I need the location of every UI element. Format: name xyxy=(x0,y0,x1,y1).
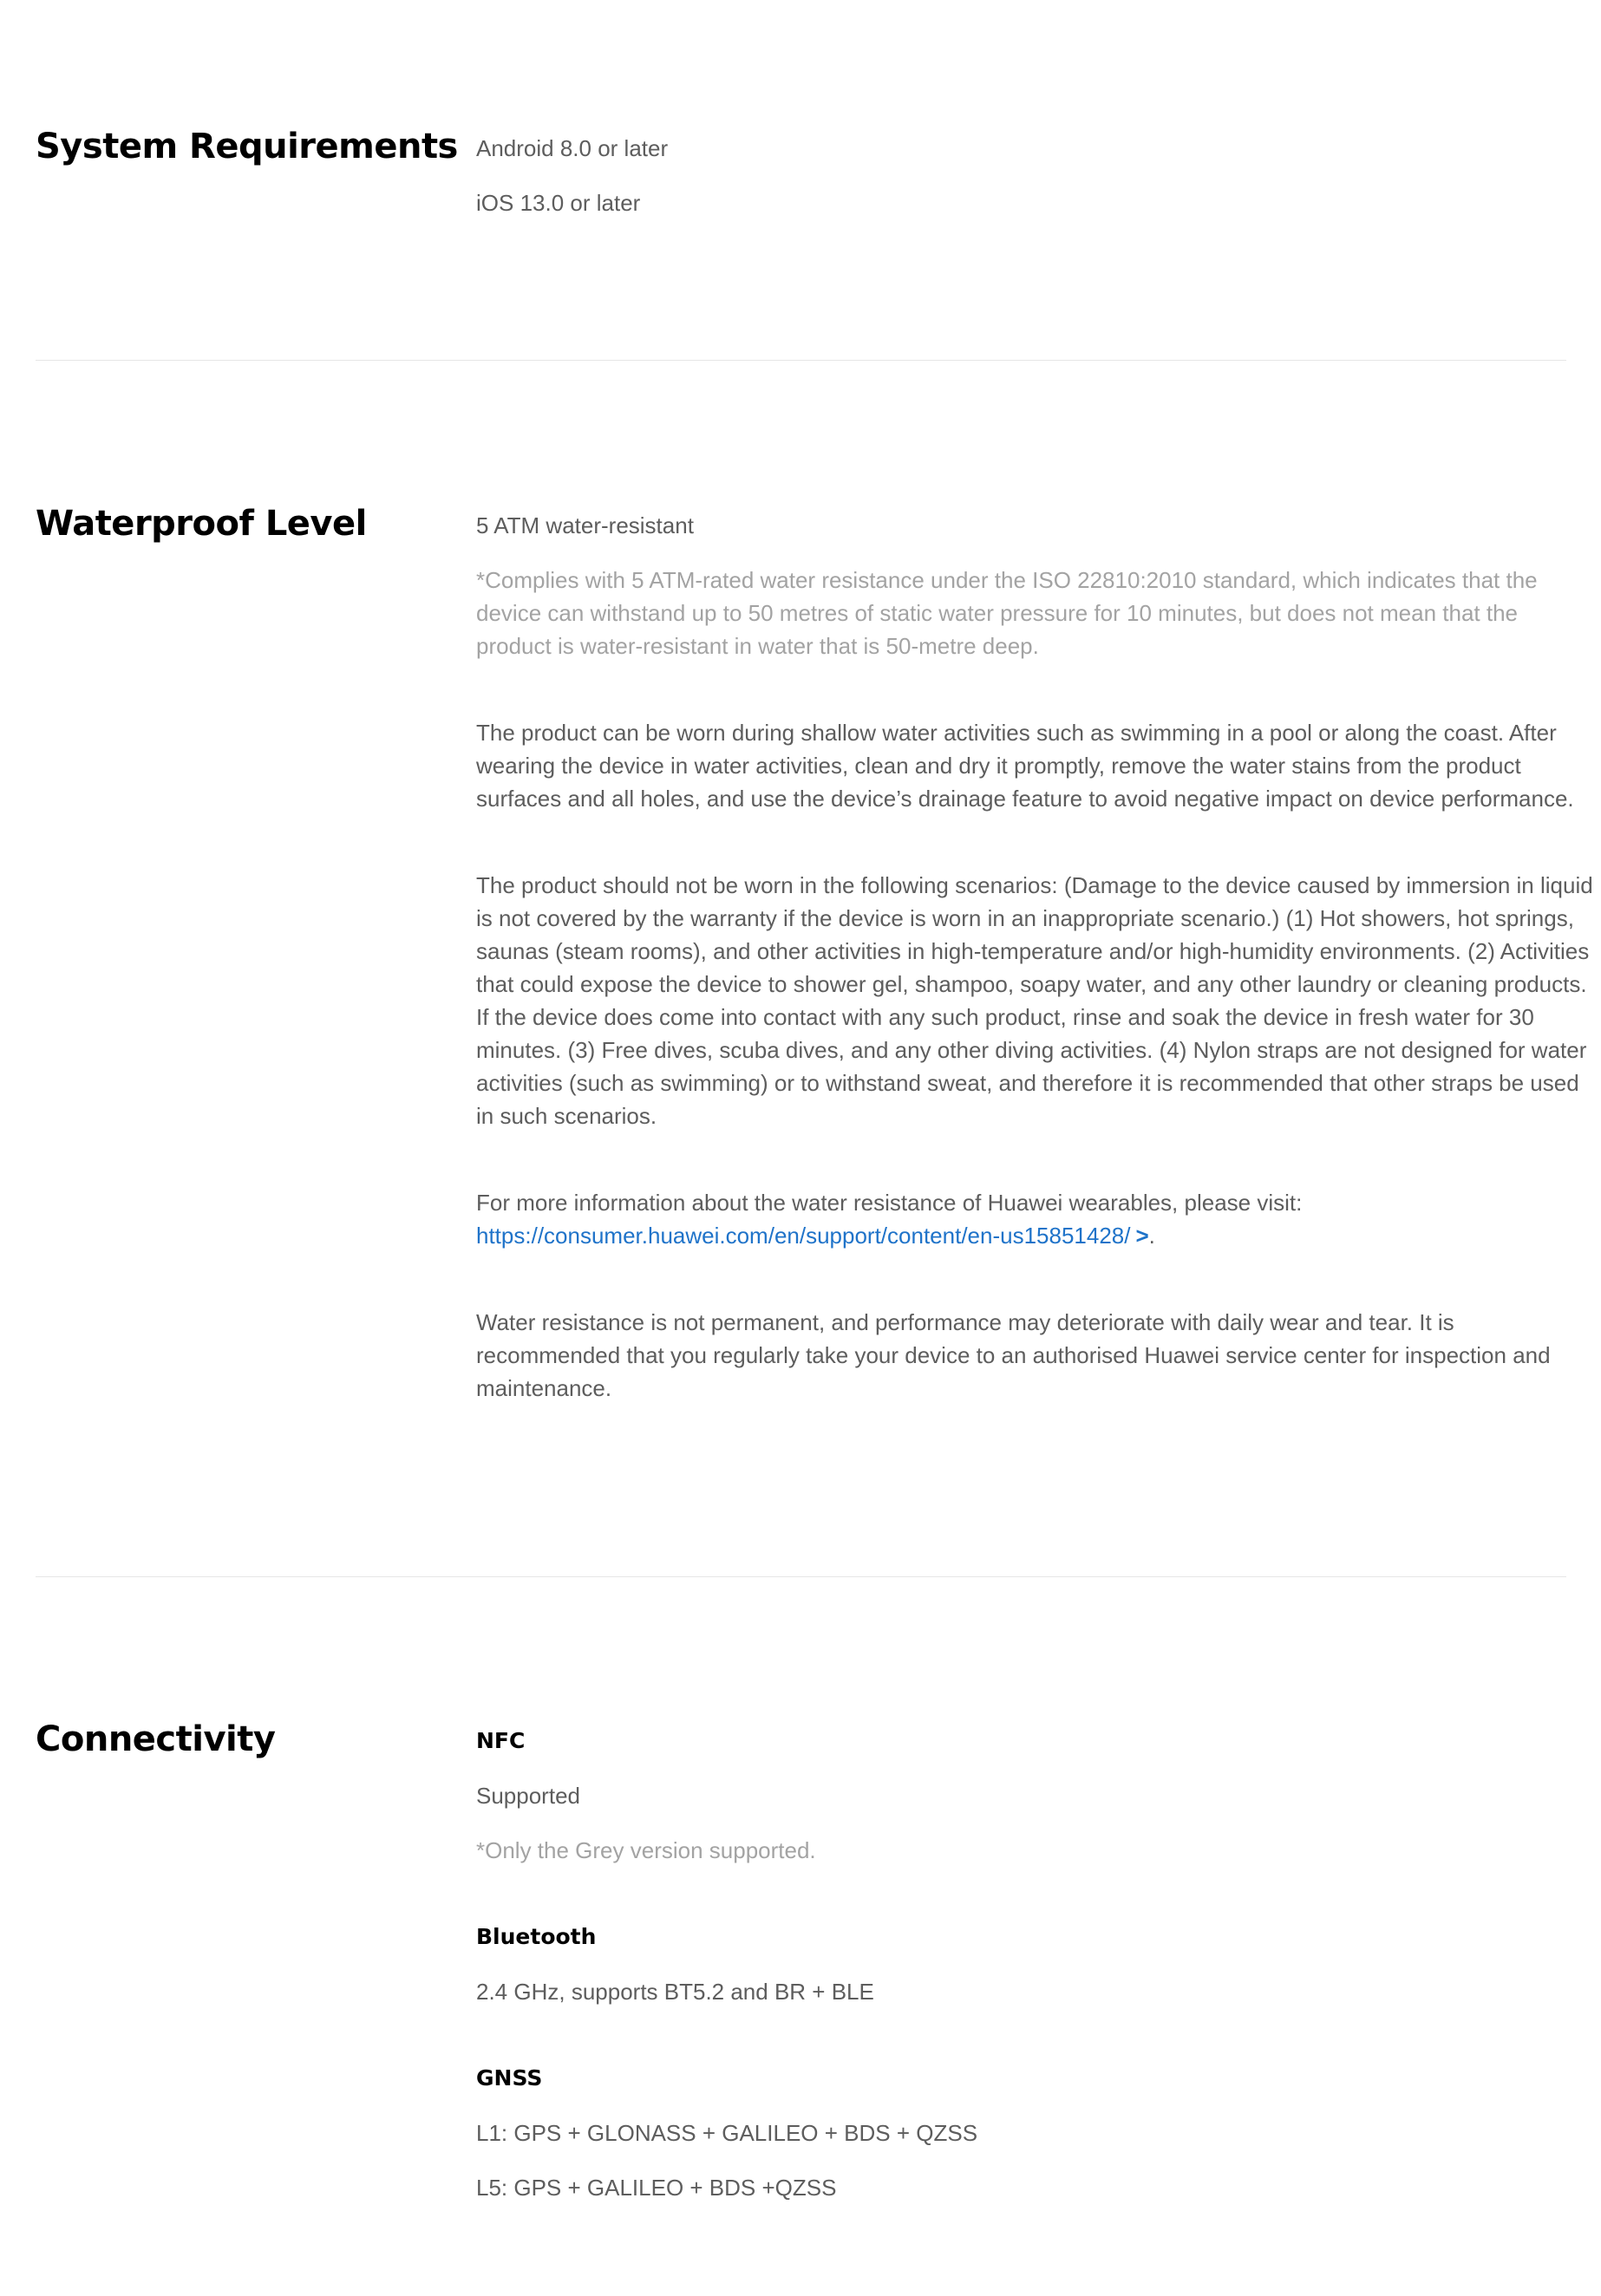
nfc-note: *Only the Grey version supported. xyxy=(476,1837,816,1863)
bluetooth-label: Bluetooth xyxy=(476,1924,597,1949)
gnss-l5: L5: GPS + GALILEO + BDS +QZSS xyxy=(476,2175,837,2201)
waterproof-maintenance-paragraph: Water resistance is not permanent, and performance may deteriorate with daily wear and tear. It is recommended that you regularly take your device to an authorised Huawei service center for inspection and maintenance. xyxy=(476,1309,1551,1401)
water-resistance-support-link[interactable] xyxy=(476,1223,1149,1249)
more-info-text: For more information about the water resistance of Huawei wearables, please visit: xyxy=(476,1190,1303,1216)
gnss-label: GNSS xyxy=(476,2065,543,2091)
section-divider xyxy=(36,360,1566,361)
system-requirements-heading: System Requirements xyxy=(36,127,458,166)
waterproof-more-info xyxy=(476,1186,1595,1252)
system-requirements-content xyxy=(476,132,1595,219)
waterproof-content xyxy=(476,509,1595,1405)
waterproof-wear-paragraph: The product can be worn during shallow water activities such as swimming in a pool or along the coast. After wearing the device in water activities, clean and dry it promptly, remove the water stains from the product surfaces and all holes, and use the device’s drainage feature to avoid negative impact on device performance. xyxy=(476,720,1574,812)
more-info-suffix: . xyxy=(1148,1223,1155,1249)
section-divider xyxy=(36,1576,1566,1577)
connectivity-heading: Connectivity xyxy=(36,1719,276,1759)
nfc-label: NFC xyxy=(476,1728,526,1753)
requirement-ios: iOS 13.0 or later xyxy=(476,190,641,216)
waterproof-note: *Complies with 5 ATM-rated water resistance under the ISO 22810:2010 standard, which indicates that the device can withstand up to 50 metres of static water pressure for 10 minutes, but does not mean that the product is water-resistant in water that is 50-metre deep. xyxy=(476,567,1538,659)
nfc-value: Supported xyxy=(476,1783,580,1809)
requirement-android: Android 8.0 or later xyxy=(476,135,669,161)
waterproof-heading: Waterproof Level xyxy=(36,504,367,544)
bluetooth-value: 2.4 GHz, supports BT5.2 and BR + BLE xyxy=(476,1979,874,2005)
connectivity-content xyxy=(476,1725,1595,2204)
support-link-url: https://consumer.huawei.com/en/support/content/en-us15851428/ xyxy=(476,1223,1131,1249)
waterproof-rating: 5 ATM water-resistant xyxy=(476,512,694,538)
waterproof-not-worn-paragraph: The product should not be worn in the following scenarios: (Damage to the device caused by immersion in liquid is not covered by the warranty if the device is worn in an inappropriate scenario.) (1) Hot showers, hot springs, saunas (steam rooms), and other activities in high-temperature and/or high-humidity environments. (2) Activities that could expose the device to shower gel, shampoo, soapy water, and any other laundry or cleaning products. If the device does come into contact with any such product, rinse and soak the device in fresh water for 30 minutes. (3) Free dives, scuba dives, and any other diving activities. (4) Nylon straps are not designed for water activities (such as swimming) or to withstand sweat, and therefore it is recommended that other straps be used in such scenarios. xyxy=(476,872,1593,1129)
chevron-right-icon: > xyxy=(1135,1223,1149,1249)
gnss-l1: L1: GPS + GLONASS + GALILEO + BDS + QZSS xyxy=(476,2120,978,2146)
